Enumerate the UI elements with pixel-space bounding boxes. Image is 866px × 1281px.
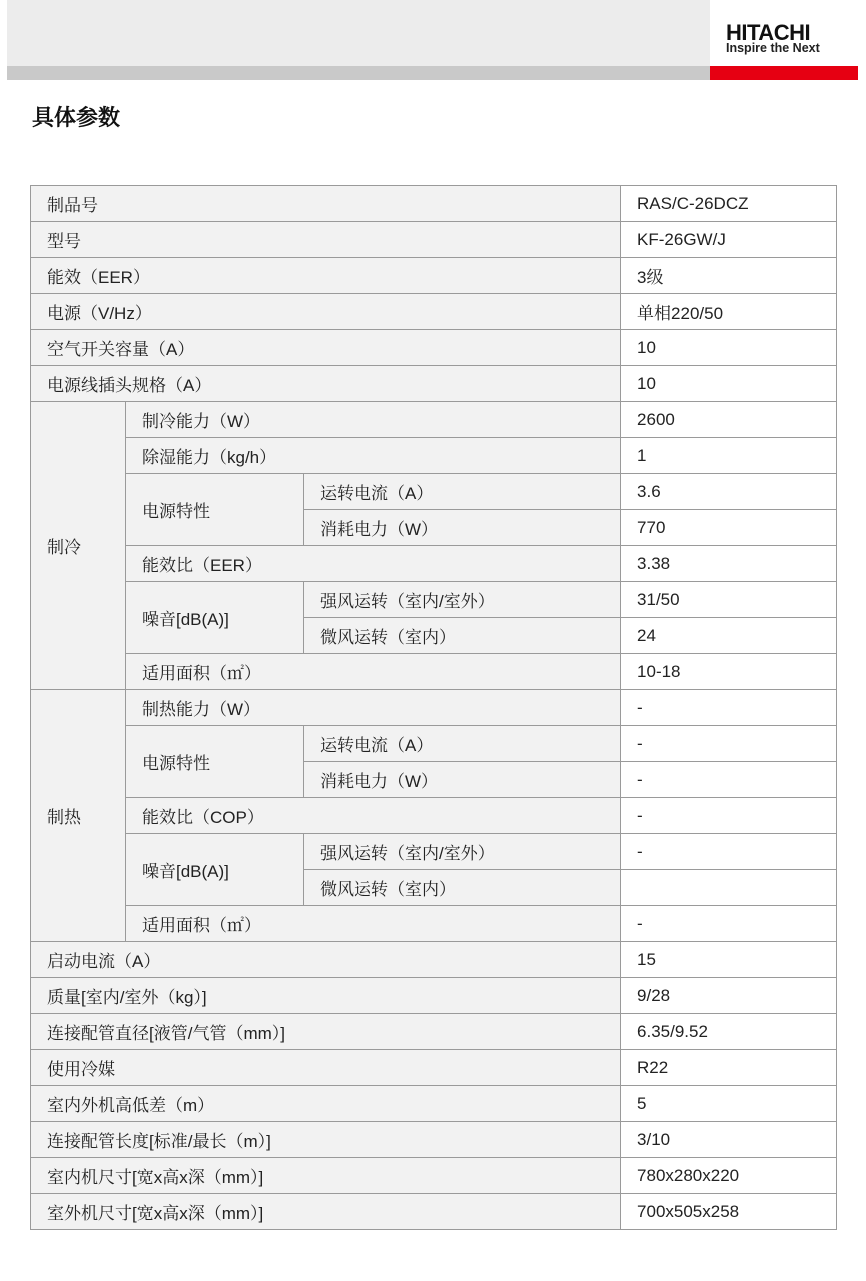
brand-slogan: Inspire the Next: [726, 41, 820, 55]
table-row: [31, 1158, 837, 1194]
row-label: 适用面积（㎡）: [126, 906, 621, 942]
row-label: 微风运转（室内）: [304, 870, 621, 906]
table-row: [31, 942, 837, 978]
row-value: 3/10: [621, 1122, 837, 1158]
table-row: [31, 294, 837, 330]
spec-table: [30, 185, 837, 1230]
table-row: [31, 258, 837, 294]
table-row: [31, 330, 837, 366]
table-row: [31, 402, 837, 438]
table-row: [31, 726, 837, 762]
row-value: 15: [621, 942, 837, 978]
row-label: 制热能力（W）: [126, 690, 621, 726]
row-value: 24: [621, 618, 837, 654]
row-label: 能效（EER）: [31, 258, 621, 294]
row-value: 2600: [621, 402, 837, 438]
table-row: [31, 1014, 837, 1050]
row-value: 770: [621, 510, 837, 546]
row-label: 能效比（COP）: [126, 798, 621, 834]
table-row: [31, 474, 837, 510]
row-value: R22: [621, 1050, 837, 1086]
row-label: 空气开关容量（A）: [31, 330, 621, 366]
row-value: 780x280x220: [621, 1158, 837, 1194]
row-label: 启动电流（A）: [31, 942, 621, 978]
row-label: 电源（V/Hz）: [31, 294, 621, 330]
row-value: 3级: [621, 258, 837, 294]
row-label: 强风运转（室内/室外）: [304, 834, 621, 870]
table-row: [31, 906, 837, 942]
header-bar-bottom: [7, 66, 710, 80]
row-label: 微风运转（室内）: [304, 618, 621, 654]
row-label: 型号: [31, 222, 621, 258]
row-value: -: [621, 762, 837, 798]
row-value: 5: [621, 1086, 837, 1122]
row-value: -: [621, 906, 837, 942]
row-label: 使用冷媒: [31, 1050, 621, 1086]
row-label: 连接配管长度[标准/最长（m）]: [31, 1122, 621, 1158]
table-row: [31, 834, 837, 870]
table-row: [31, 222, 837, 258]
row-value: -: [621, 690, 837, 726]
cooling-group-label: 制冷: [31, 402, 126, 690]
row-label: 能效比（EER）: [126, 546, 621, 582]
row-label: 运转电流（A）: [304, 726, 621, 762]
row-value: 单相220/50: [621, 294, 837, 330]
table-row: [31, 582, 837, 618]
table-row: [31, 186, 837, 222]
row-value: -: [621, 834, 837, 870]
heating-power-label: 电源特性: [126, 726, 304, 798]
page-title: 具体参数: [32, 106, 121, 131]
row-label: 电源线插头规格（A）: [31, 366, 621, 402]
row-value: 10: [621, 366, 837, 402]
row-value: 31/50: [621, 582, 837, 618]
row-value: 3.38: [621, 546, 837, 582]
table-row: [31, 690, 837, 726]
row-label: 除湿能力（kg/h）: [126, 438, 621, 474]
table-row: [31, 366, 837, 402]
table-row: [31, 798, 837, 834]
header-bar: [7, 0, 710, 66]
cooling-power-label: 电源特性: [126, 474, 304, 546]
row-value: [621, 870, 837, 906]
page-header: [0, 0, 866, 80]
row-value: 3.6: [621, 474, 837, 510]
row-label: 运转电流（A）: [304, 474, 621, 510]
row-value: KF-26GW/J: [621, 222, 837, 258]
table-row: [31, 1050, 837, 1086]
heating-group-label: 制热: [31, 690, 126, 942]
row-value: 10-18: [621, 654, 837, 690]
row-label: 室内机尺寸[宽x高x深（mm）]: [31, 1158, 621, 1194]
cooling-noise-label: 噪音[dB(A)]: [126, 582, 304, 654]
table-row: [31, 978, 837, 1014]
row-value: RAS/C-26DCZ: [621, 186, 837, 222]
table-row: [31, 654, 837, 690]
table-row: [31, 546, 837, 582]
table-row: [31, 438, 837, 474]
heating-noise-label: 噪音[dB(A)]: [126, 834, 304, 906]
brand-logo: HITACHI: [726, 20, 811, 45]
row-label: 消耗电力（W）: [304, 762, 621, 798]
table-row: [31, 1194, 837, 1230]
row-label: 制冷能力（W）: [126, 402, 621, 438]
row-value: 1: [621, 438, 837, 474]
row-value: 700x505x258: [621, 1194, 837, 1230]
table-row: [31, 1086, 837, 1122]
row-label: 室外机尺寸[宽x高x深（mm）]: [31, 1194, 621, 1230]
row-label: 强风运转（室内/室外）: [304, 582, 621, 618]
row-label: 室内外机高低差（m）: [31, 1086, 621, 1122]
row-label: 适用面积（㎡）: [126, 654, 621, 690]
row-label: 消耗电力（W）: [304, 510, 621, 546]
row-label: 质量[室内/室外（kg）]: [31, 978, 621, 1014]
row-value: 10: [621, 330, 837, 366]
row-value: -: [621, 798, 837, 834]
row-value: -: [621, 726, 837, 762]
table-row: [31, 1122, 837, 1158]
header-accent-bar: [710, 66, 858, 80]
row-label: 连接配管直径[液管/气管（mm）]: [31, 1014, 621, 1050]
row-label: 制品号: [31, 186, 621, 222]
row-value: 9/28: [621, 978, 837, 1014]
row-value: 6.35/9.52: [621, 1014, 837, 1050]
